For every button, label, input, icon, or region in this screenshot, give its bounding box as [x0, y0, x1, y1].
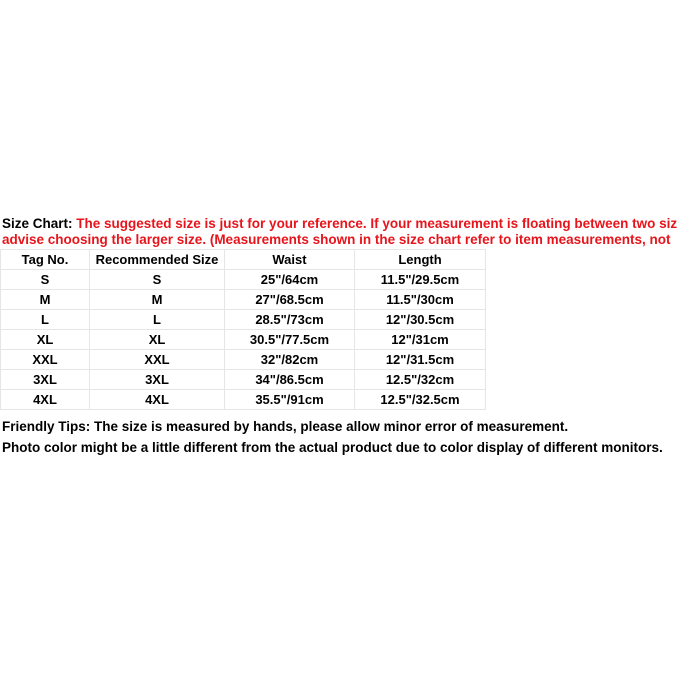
cell-recommended: S	[90, 270, 225, 290]
cell-recommended: L	[90, 310, 225, 330]
table-row	[1, 310, 486, 330]
size-advice-text-1: The suggested size is just for your reference. If your measurement is floating between two siz	[72, 216, 678, 231]
table-row	[1, 270, 486, 290]
header-length: Length	[355, 250, 486, 270]
cell-tag: 3XL	[1, 370, 90, 390]
cell-tag: 4XL	[1, 390, 90, 410]
table-row	[1, 290, 486, 310]
cell-recommended: XL	[90, 330, 225, 350]
cell-tag: XL	[1, 330, 90, 350]
photo-color-note: Photo color might be a little different from the actual product due to color display of different monitors.	[2, 440, 663, 455]
table-row	[1, 370, 486, 390]
size-advice-text-2: advise choosing the larger size. (Measurements shown in the size chart refer to item measurements, not	[2, 232, 671, 247]
size-table	[0, 249, 486, 410]
cell-length: 11.5"/30cm	[355, 290, 486, 310]
table-header-row	[1, 250, 486, 270]
cell-waist: 27"/68.5cm	[225, 290, 355, 310]
table-row	[1, 350, 486, 370]
cell-recommended: XXL	[90, 350, 225, 370]
cell-waist: 35.5"/91cm	[225, 390, 355, 410]
cell-length: 12"/31cm	[355, 330, 486, 350]
table-row	[1, 330, 486, 350]
header-recommended-size: Recommended Size	[90, 250, 225, 270]
cell-tag: S	[1, 270, 90, 290]
table-row	[1, 390, 486, 410]
cell-length: 12.5"/32.5cm	[355, 390, 486, 410]
size-chart-label: Size Chart:	[2, 216, 73, 231]
cell-waist: 28.5"/73cm	[225, 310, 355, 330]
cell-length: 12.5"/32cm	[355, 370, 486, 390]
cell-length: 11.5"/29.5cm	[355, 270, 486, 290]
cell-tag: L	[1, 310, 90, 330]
cell-tag: M	[1, 290, 90, 310]
cell-tag: XXL	[1, 350, 90, 370]
cell-recommended: M	[90, 290, 225, 310]
cell-length: 12"/30.5cm	[355, 310, 486, 330]
cell-waist: 30.5"/77.5cm	[225, 330, 355, 350]
cell-length: 12"/31.5cm	[355, 350, 486, 370]
friendly-tips-text: Friendly Tips: The size is measured by hands, please allow minor error of measurement.	[2, 419, 569, 434]
cell-waist: 32"/82cm	[225, 350, 355, 370]
cell-waist: 25"/64cm	[225, 270, 355, 290]
header-tag-no: Tag No.	[1, 250, 90, 270]
cell-recommended: 4XL	[90, 390, 225, 410]
cell-waist: 34"/86.5cm	[225, 370, 355, 390]
header-waist: Waist	[225, 250, 355, 270]
size-chart-intro-line-1	[2, 216, 677, 232]
cell-recommended: 3XL	[90, 370, 225, 390]
